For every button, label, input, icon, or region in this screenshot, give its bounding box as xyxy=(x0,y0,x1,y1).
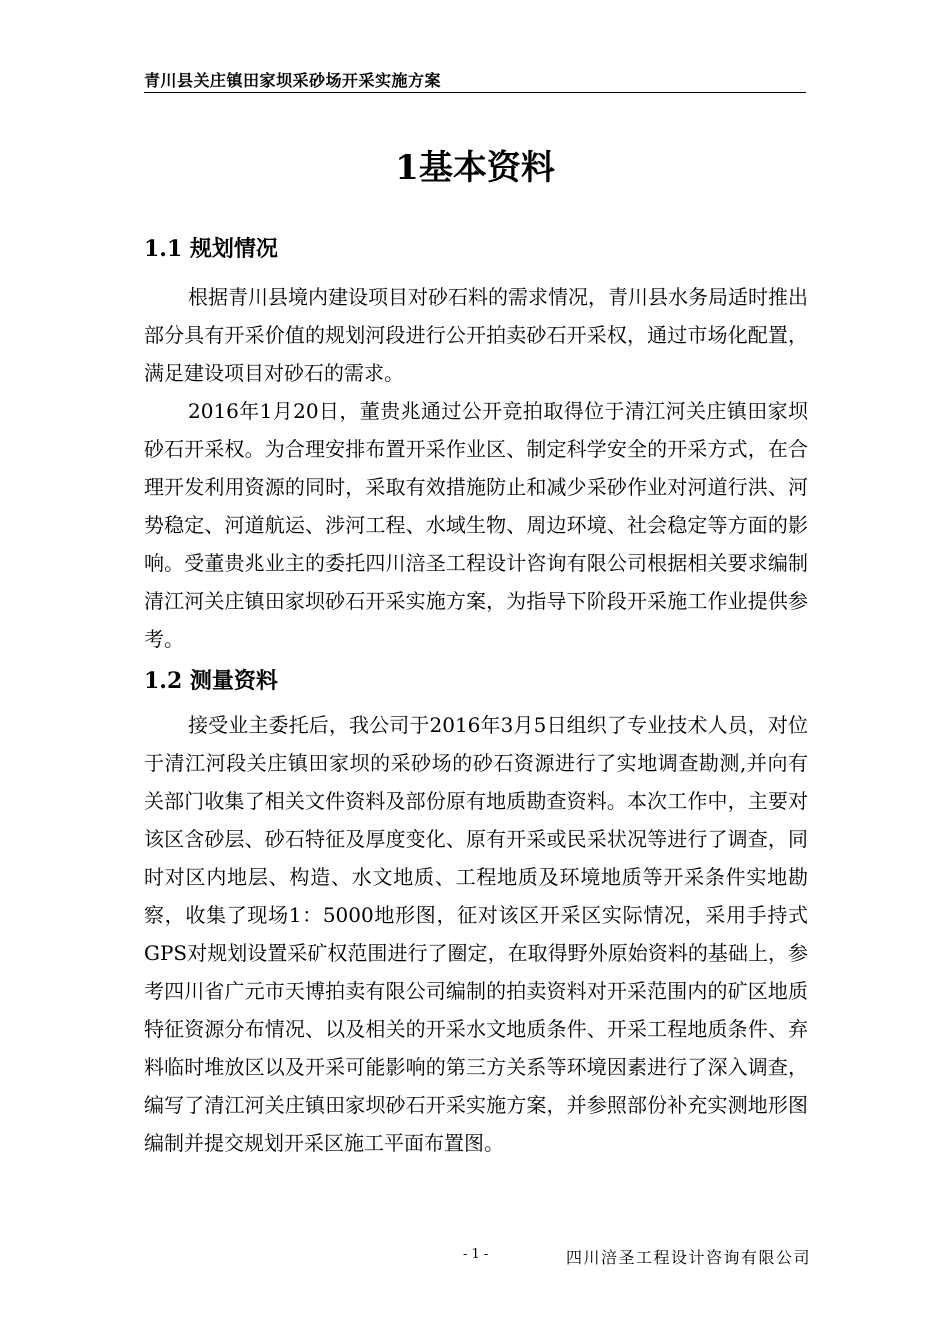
footer-company: 四川涪圣工程设计咨询有限公司 xyxy=(566,1248,812,1267)
section-heading-survey: 1.2 测量资料 xyxy=(144,668,278,694)
paragraph-survey-1: 接受业主委托后，我公司于2016年3月5日组织了专业技术人员，对位于清江河段关庄镇田家坝的采砂场的砂石资源进行了实地调查勘测,并向有关部门收集了相关文件资料及部份原有地质勘查资料。本次工作中，主要对该区含砂层、砂石特征及厚度变化、原有开采或民采状况等进行了调查，同时对区内地层、构造、水文地质、工程地质及环境地质等开采条件实地勘察，收集了现场1：5000地形图，征对该区开采区实际情况，采用手持式GPS对规划设置采矿权范围进行了圈定，在取得野外原始资料的基础上，参考四川省广元市天博拍卖有限公司编制的拍卖资料对开采范围内的矿区地质特征资源分布情况、以及相关的开采水文地质条件、开采工程地质条件、弃料临时堆放区以及开采可能影响的第三方关系等环境因素进行了深入调查，编写了清江河关庄镇田家坝砂石开采实施方案，并参照部份补充实测地形图编制并提交规划开采区施工平面布置图。 xyxy=(144,713,808,1155)
section-heading-planning: 1.1 规划情况 xyxy=(144,236,278,262)
chapter-title: 1基本资料 xyxy=(395,148,555,188)
paragraph-planning-2: 2016年1月20日，董贵兆通过公开竞拍取得位于清江河关庄镇田家坝砂石开采权。为合理安排布置开采作业区、制定科学安全的开采方式，在合理开发利用资源的同时，采取有效措施防止和减少采砂作业对河道行洪、河势稳定、河道航运、涉河工程、水域生物、周边环境、社会稳定等方面的影响。受董贵兆业主的委托四川涪圣工程设计咨询有限公司根据相关要求编制清江河关庄镇田家坝砂石开采实施方案，为指导下阶段开采施工作业提供参考。 xyxy=(144,399,808,651)
paragraph-planning-1: 根据青川县境内建设项目对砂石料的需求情况，青川县水务局适时推出部分具有开采价值的规划河段进行公开拍卖砂石开采权，通过市场化配置，满足建设项目对砂石的需求。 xyxy=(144,285,808,385)
page-number: - 1 - xyxy=(463,1247,489,1262)
header-title: 青川县关庄镇田家坝采砂场开采实施方案 xyxy=(144,71,442,90)
page-header xyxy=(144,66,806,93)
